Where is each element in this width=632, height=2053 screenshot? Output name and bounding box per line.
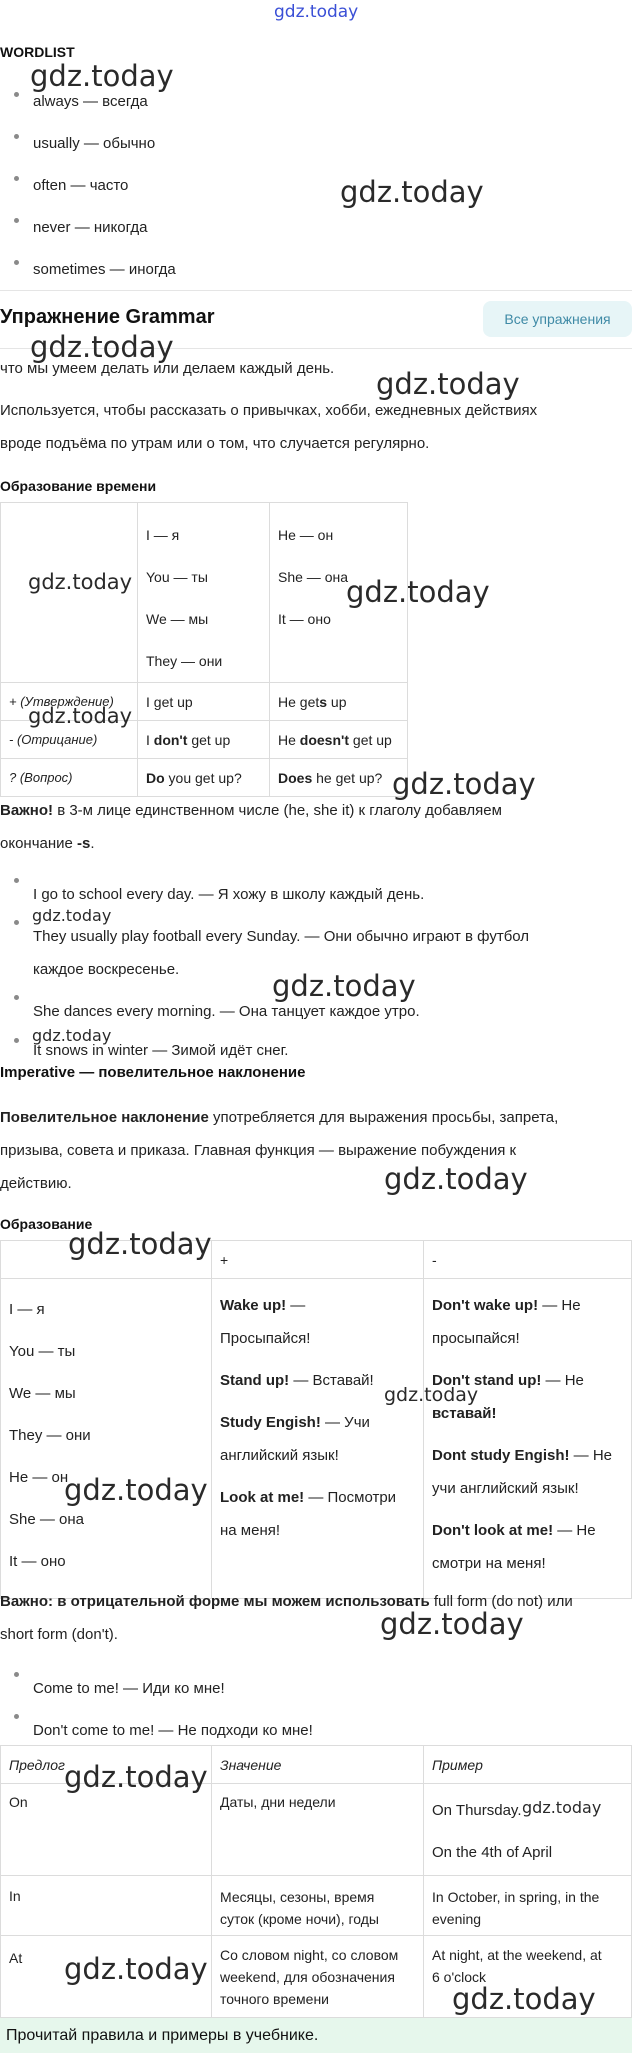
- table-cell: He gets up: [270, 683, 408, 721]
- list-item: Don't come to me! — Не подходи ко мне!: [0, 1714, 632, 1756]
- imperative-negative: Dont study Engish! — Не учи английский язык!: [432, 1447, 613, 1497]
- watermark: gdz.today: [272, 969, 416, 1003]
- table-row: [1, 1279, 632, 1599]
- rules-banner: Прочитай правила и примеры в учебнике.: [0, 2018, 632, 2053]
- watermark: gdz.today: [384, 1384, 479, 1406]
- intro-line: что мы умеем делать или делаем каждый день.: [0, 360, 335, 377]
- imperative-paragraph: Повелительное наклонение употребляется для выражения просьбы, запрета,: [0, 1109, 559, 1126]
- watermark: gdz.today: [64, 1952, 208, 1986]
- imperative-heading: Imperative — повелительное наклонение: [0, 1064, 306, 1081]
- table-cell: On Thursday. On the 4th of April: [424, 1784, 632, 1876]
- example-continued: каждое воскресенье.: [33, 961, 180, 978]
- pronoun: They — они: [146, 653, 223, 669]
- watermark: gdz.today: [452, 1982, 596, 2016]
- list-item: They usually play football every Sunday. — Они обычно играют в футбол: [0, 920, 632, 953]
- imperative-positive: Wake up! — Просыпайся!: [220, 1297, 311, 1347]
- table-header: Предлог: [1, 1746, 212, 1784]
- important-note: Важно: в отрицательной форме мы можем использовать full form (do not) или: [0, 1593, 573, 1610]
- table-cell: [1, 1279, 212, 1599]
- imperative-paragraph: действию.: [0, 1175, 72, 1192]
- wordlist-heading: WORDLIST: [0, 44, 75, 60]
- pronoun: They — они: [9, 1427, 91, 1444]
- table-cell: In: [1, 1876, 212, 1936]
- intro-line: вроде подъёма по утрам или о том, что случается регулярно.: [0, 435, 430, 452]
- watermark: gdz.today: [30, 59, 174, 93]
- table-cell: Do you get up?: [138, 759, 270, 797]
- table-cell: He doesn't get up: [270, 721, 408, 759]
- pronoun: It — оно: [278, 611, 331, 627]
- watermark: gdz.today: [380, 1607, 524, 1641]
- table-row: [1, 759, 408, 797]
- imperative-positive: Study Engish! — Учи английский язык!: [220, 1414, 370, 1464]
- divider: [0, 290, 632, 291]
- pronoun: She — она: [9, 1511, 84, 1528]
- watermark: gdz.today: [392, 767, 536, 801]
- watermark: gdz.today: [340, 175, 484, 209]
- imperative-formation-heading: Образование: [0, 1216, 93, 1232]
- imperative-positive: Look at me! — Посмотри на меня!: [220, 1489, 397, 1539]
- table-cell: At: [1, 1936, 212, 2018]
- table-cell: [138, 503, 270, 683]
- watermark: gdz.today: [30, 330, 174, 364]
- row-label: + (Утверждение): [9, 694, 114, 709]
- watermark: gdz.today: [28, 570, 133, 594]
- come-examples: [0, 1672, 632, 1756]
- imperative-table: [0, 1240, 632, 1599]
- pronoun: He — он: [278, 527, 334, 543]
- imperative-negative: Don't wake up! — Не просыпайся!: [432, 1297, 581, 1347]
- watermark: gdz.today: [64, 1473, 208, 1507]
- watermark: gdz.today: [64, 1760, 208, 1794]
- list-item: It snows in winter — Зимой идёт снег.: [0, 1038, 632, 1058]
- watermark: gdz.today: [384, 1162, 528, 1196]
- top-watermark: gdz.today: [274, 2, 359, 22]
- imperative-negative: Don't look at me! — Не смотри на меня!: [432, 1522, 596, 1572]
- important-note: short form (don't).: [0, 1626, 118, 1643]
- watermark: gdz.today: [346, 575, 490, 609]
- watermark: gdz.today: [28, 704, 133, 728]
- page-title: Упражнение Grammar: [0, 306, 215, 328]
- intro-line: Используется, чтобы рассказать о привычках, хобби, ежедневных действиях: [0, 402, 538, 419]
- table-cell: [212, 1279, 424, 1599]
- pronoun: We — мы: [9, 1385, 76, 1402]
- row-label: - (Отрицание): [9, 732, 98, 747]
- formation-heading: Образование времени: [0, 478, 157, 494]
- row-label: ? (Вопрос): [9, 770, 73, 785]
- table-cell: +: [212, 1241, 424, 1279]
- table-row: [1, 1876, 632, 1936]
- watermark: gdz.today: [68, 1227, 212, 1261]
- list-item: Come to me! — Иди ко мне!: [0, 1672, 632, 1714]
- list-item: never — никогда: [0, 218, 632, 260]
- list-item: always — всегда: [0, 92, 632, 134]
- table-header: Значение: [212, 1746, 424, 1784]
- imperative-negative: Don't stand up! — Не вставай!: [432, 1372, 584, 1422]
- table-cell: Месяцы, сезоны, время суток (кроме ночи), годы: [212, 1876, 424, 1936]
- list-item: often — часто: [0, 176, 632, 218]
- watermark: gdz.today: [376, 367, 520, 401]
- table-cell: In October, in spring, in the evening: [424, 1876, 632, 1936]
- pronoun: You — ты: [146, 569, 208, 585]
- table-cell: At night, at the weekend, at 6 o'clock: [424, 1936, 632, 2018]
- imperative-paragraph: призыва, совета и приказа. Главная функция — выражение побуждения к: [0, 1142, 517, 1159]
- pronoun: He — он: [9, 1469, 69, 1486]
- all-exercises-button[interactable]: Все упражнения: [483, 301, 632, 337]
- table-cell: Со словом night, со словом weekend, для обозначения точного времени: [212, 1936, 424, 2018]
- table-header: Пример: [424, 1746, 632, 1784]
- pronoun: She — она: [278, 569, 348, 585]
- pronoun: You — ты: [9, 1343, 76, 1360]
- important-note: окончание -s.: [0, 835, 95, 852]
- table-cell: On: [1, 1784, 212, 1876]
- table-cell: Даты, дни недели: [212, 1784, 424, 1876]
- table-cell: Does he get up?: [270, 759, 408, 797]
- pronoun: I — я: [9, 1301, 45, 1318]
- pronoun: I — я: [146, 527, 180, 543]
- watermark: gdz.today: [32, 1026, 112, 1045]
- list-item: She dances every morning. — Она танцует каждое утро.: [0, 995, 632, 1028]
- wordlist: [0, 92, 632, 302]
- table-cell: -: [424, 1241, 632, 1279]
- pronoun: It — оно: [9, 1553, 66, 1570]
- imperative-positive: Stand up! — Вставай!: [220, 1372, 374, 1389]
- table-cell: [424, 1279, 632, 1599]
- watermark: gdz.today: [32, 906, 112, 925]
- important-note: Важно! в 3-м лице единственном числе (he, she it) к глаголу добавляем: [0, 802, 502, 819]
- list-item: sometimes — иногда: [0, 260, 632, 302]
- formation-table: [0, 502, 408, 797]
- table-cell: I get up: [138, 683, 270, 721]
- list-item: I go to school every day. — Я хожу в школу каждый день.: [0, 878, 632, 920]
- list-item: usually — обычно: [0, 134, 632, 176]
- pronoun: We — мы: [146, 611, 209, 627]
- watermark: gdz.today: [522, 1798, 602, 1817]
- table-cell: I don't get up: [138, 721, 270, 759]
